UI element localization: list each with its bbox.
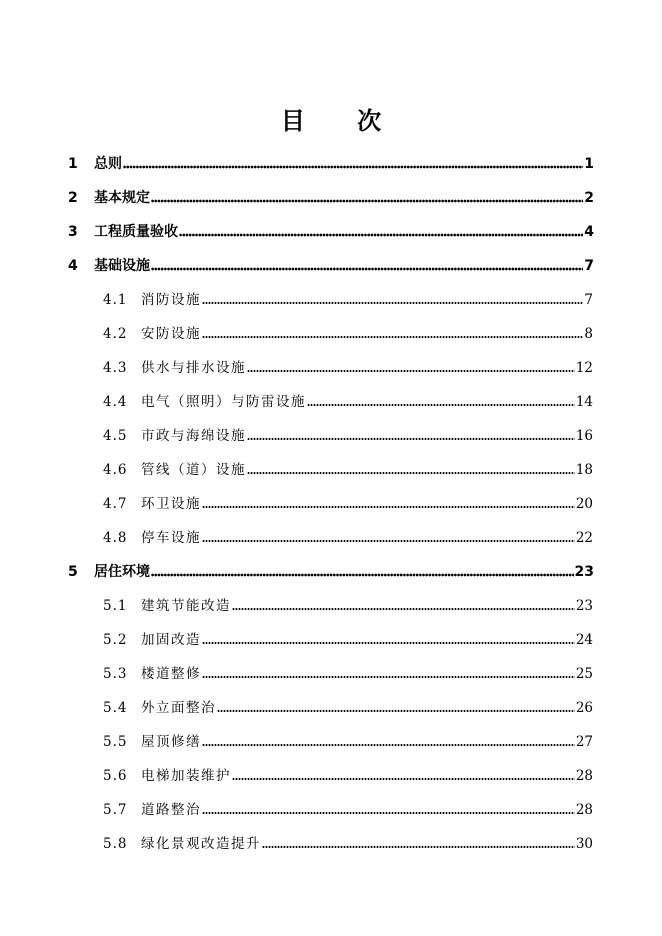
toc-dot-leader xyxy=(202,641,575,645)
toc-entry-page-number: 16 xyxy=(575,428,593,444)
toc-dot-leader xyxy=(151,573,574,577)
toc-dot-leader xyxy=(232,777,575,781)
toc-entry[interactable] xyxy=(103,831,593,853)
toc-dot-leader xyxy=(307,403,575,407)
toc-entry-number: 4.7 xyxy=(103,496,128,512)
toc-entry-page-number: 7 xyxy=(584,258,594,274)
toc-entry[interactable] xyxy=(68,151,594,173)
toc-entry-page-number: 30 xyxy=(575,836,593,852)
toc-entry-label: 基本规定 xyxy=(94,190,150,206)
toc-entry-number: 3 xyxy=(68,224,78,240)
toc-entry-label: 供水与排水设施 xyxy=(141,360,246,376)
toc-entry-label: 总则 xyxy=(94,156,122,172)
toc-entry-page-number: 23 xyxy=(575,598,593,614)
toc-entry-page-number: 20 xyxy=(575,496,593,512)
toc-entry-label: 楼道整修 xyxy=(141,666,201,682)
toc-entry-number: 5.6 xyxy=(103,768,128,784)
toc-entry-number: 4.1 xyxy=(103,292,128,308)
toc-dot-leader xyxy=(151,199,583,203)
page-title: 目 次 xyxy=(280,107,404,135)
toc-dot-leader xyxy=(202,301,583,305)
toc-entry-number: 4.3 xyxy=(103,360,128,376)
toc-entry-page-number: 18 xyxy=(575,462,593,478)
toc-dot-leader xyxy=(247,437,575,441)
toc-dot-leader xyxy=(202,675,575,679)
toc-entry-page-number: 25 xyxy=(575,666,593,682)
toc-entry-label: 道路整治 xyxy=(141,802,201,818)
toc-dot-leader xyxy=(232,607,575,611)
toc-entry-page-number: 24 xyxy=(575,632,593,648)
toc-entry-number: 5.8 xyxy=(103,836,128,852)
toc-entry-page-number: 4 xyxy=(584,224,594,240)
toc-entry[interactable] xyxy=(68,253,594,275)
toc-entry[interactable] xyxy=(103,423,593,445)
toc-dot-leader xyxy=(151,267,583,271)
toc-entry[interactable] xyxy=(103,389,593,411)
toc-dot-leader xyxy=(217,709,575,713)
toc-entry[interactable] xyxy=(103,763,593,785)
toc-entry-label: 管线（道）设施 xyxy=(141,462,246,478)
toc-entry-number: 5.7 xyxy=(103,802,128,818)
toc-dot-leader xyxy=(247,471,575,475)
toc-entry-number: 2 xyxy=(68,190,78,206)
toc-entry-number: 5.1 xyxy=(103,598,128,614)
toc-entry-label: 加固改造 xyxy=(141,632,201,648)
toc-entry[interactable] xyxy=(103,457,593,479)
toc-dot-leader xyxy=(179,233,583,237)
toc-entry-number: 5.5 xyxy=(103,734,128,750)
toc-entry[interactable] xyxy=(68,219,594,241)
toc-entry-label: 停车设施 xyxy=(141,530,201,546)
toc-entry-number: 5 xyxy=(68,564,78,580)
toc-entry-label: 外立面整治 xyxy=(141,700,216,716)
toc-entry-label: 绿化景观改造提升 xyxy=(141,836,261,852)
toc-dot-leader xyxy=(202,505,575,509)
toc-entry[interactable] xyxy=(103,695,593,717)
toc-entry-number: 4.4 xyxy=(103,394,128,410)
toc-entry[interactable] xyxy=(103,661,593,683)
toc-dot-leader xyxy=(202,539,575,543)
toc-entry-label: 建筑节能改造 xyxy=(141,598,231,614)
toc-entry-label: 环卫设施 xyxy=(141,496,201,512)
toc-entry-label: 电梯加装维护 xyxy=(141,768,231,784)
toc-entry-number: 4 xyxy=(68,258,78,274)
toc-entry-number: 4.2 xyxy=(103,326,128,342)
toc-entry-number: 5.3 xyxy=(103,666,128,682)
toc-entry[interactable] xyxy=(103,627,593,649)
toc-entry-page-number: 2 xyxy=(584,190,594,206)
toc-entry-page-number: 28 xyxy=(575,768,593,784)
toc-entry-label: 安防设施 xyxy=(141,326,201,342)
toc-entry-number: 1 xyxy=(68,156,78,172)
toc-entry[interactable] xyxy=(103,525,593,547)
toc-entry-page-number: 26 xyxy=(575,700,593,716)
toc-entry[interactable] xyxy=(103,321,593,343)
toc-entry-page-number: 23 xyxy=(574,564,594,580)
toc-entry[interactable] xyxy=(103,797,593,819)
toc-entry-label: 居住环境 xyxy=(94,564,150,580)
toc-entry-page-number: 28 xyxy=(575,802,593,818)
toc-entry-page-number: 12 xyxy=(575,360,593,376)
toc-entry-number: 5.2 xyxy=(103,632,128,648)
toc-dot-leader xyxy=(262,845,575,849)
toc-entry-page-number: 8 xyxy=(584,326,593,342)
toc-entry[interactable] xyxy=(103,729,593,751)
toc-entry[interactable] xyxy=(68,185,594,207)
toc-entry-number: 4.8 xyxy=(103,530,128,546)
toc-entry-page-number: 7 xyxy=(584,292,593,308)
toc-entry[interactable] xyxy=(103,287,593,309)
toc-entry-number: 4.6 xyxy=(103,462,128,478)
toc-entry-page-number: 27 xyxy=(575,734,593,750)
toc-entry-label: 电气（照明）与防雷设施 xyxy=(141,394,306,410)
toc-entry-label: 市政与海绵设施 xyxy=(141,428,246,444)
toc-entry-page-number: 14 xyxy=(575,394,593,410)
toc-entry-number: 5.4 xyxy=(103,700,128,716)
toc-entry-label: 消防设施 xyxy=(141,292,201,308)
toc-dot-leader xyxy=(202,743,575,747)
toc-entry[interactable] xyxy=(103,491,593,513)
toc-entry-page-number: 1 xyxy=(584,156,594,172)
toc-entry[interactable] xyxy=(103,355,593,377)
toc-dot-leader xyxy=(202,335,583,339)
toc-entry[interactable] xyxy=(68,559,594,581)
toc-dot-leader xyxy=(247,369,575,373)
toc-entry-page-number: 22 xyxy=(575,530,593,546)
toc-dot-leader xyxy=(202,811,575,815)
toc-dot-leader xyxy=(123,165,583,169)
toc-entry[interactable] xyxy=(103,593,593,615)
toc-entry-number: 4.5 xyxy=(103,428,128,444)
toc-entry-label: 屋顶修缮 xyxy=(141,734,201,750)
toc-entry-label: 基础设施 xyxy=(94,258,150,274)
toc-entry-label: 工程质量验收 xyxy=(94,224,178,240)
